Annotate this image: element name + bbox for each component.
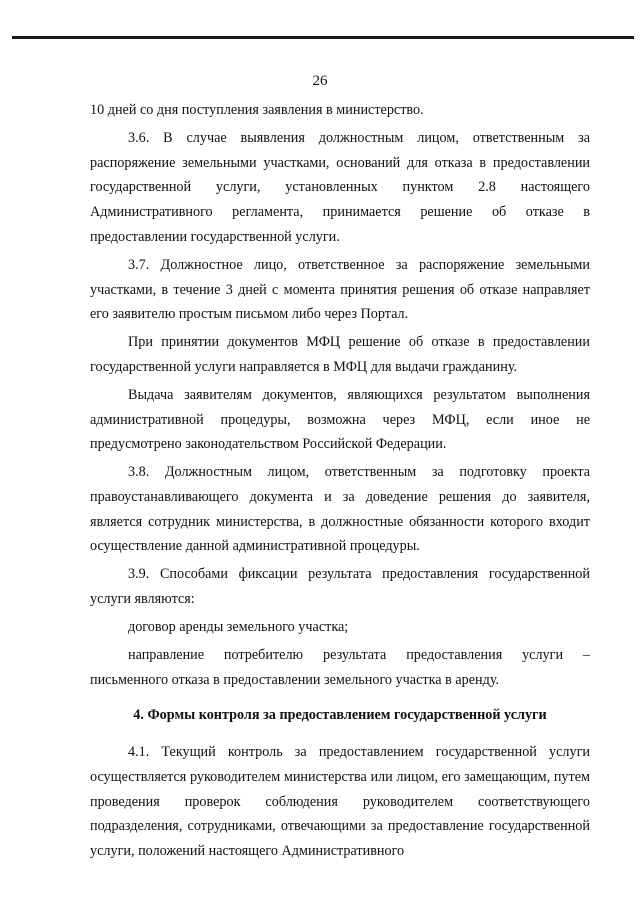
paragraph-3-9: 3.9. Способами фиксации результата предоставления государственной услуги являются: bbox=[90, 566, 590, 608]
page-number: 26 bbox=[312, 73, 328, 89]
paragraph: При принятии документов МФЦ решение об отказе в предоставлении государственной услуги направляется в МФЦ для выдачи гражданину. bbox=[90, 334, 590, 375]
paragraph-3-6: 3.6. В случае выявления должностным лицом, ответственным за распоряжение земельными участками, оснований для отказа в предоставлении государственной услуги, установленных пунктом 2.8 настоящего Административного регламента, принимается решение об отказе в предоставлении государственной услуги. bbox=[90, 130, 590, 245]
paragraph-4-1: 4.1. Текущий контроль за предоставлением государственной услуги осуществляется руководителем министерства или лицом, его замещающим, путем проведения проверок соблюдения руководителем соответствующего подразделения, сотрудниками, отвечающими за предоставление государственной услуги, положений настоящего Административного bbox=[90, 744, 590, 860]
paragraph: 10 дней со дня поступления заявления в министерство. bbox=[90, 102, 424, 118]
paragraph: Выдача заявителям документов, являющихся результатом выполнения административной процедуры, возможна через МФЦ, если иное не предусмотрено законодательством Российской Федерации. bbox=[90, 386, 590, 453]
top-rule bbox=[12, 36, 634, 39]
section-heading: 4. Формы контроля за предоставлением государственной услуги bbox=[133, 706, 547, 723]
paragraph-3-7: 3.7. Должностное лицо, ответственное за распоряжение земельными участками, в течение 3 дней с момента принятия решения об отказе направляет его заявителю простым письмом либо через Портал. bbox=[90, 256, 590, 323]
paragraph-3-8: 3.8. Должностным лицом, ответственным за подготовку проекта правоустанавливающего документа и за доведение решения до заявителя, является сотрудник министерства, в должностные обязанности которого входит осуществление данной административной процедуры. bbox=[90, 464, 590, 555]
document-body bbox=[90, 98, 590, 867]
paragraph: направление потребителю результата предоставления услуги – письменного отказа в предоставлении земельного участка в аренду. bbox=[90, 647, 590, 688]
paragraph: договор аренды земельного участка; bbox=[128, 619, 349, 636]
